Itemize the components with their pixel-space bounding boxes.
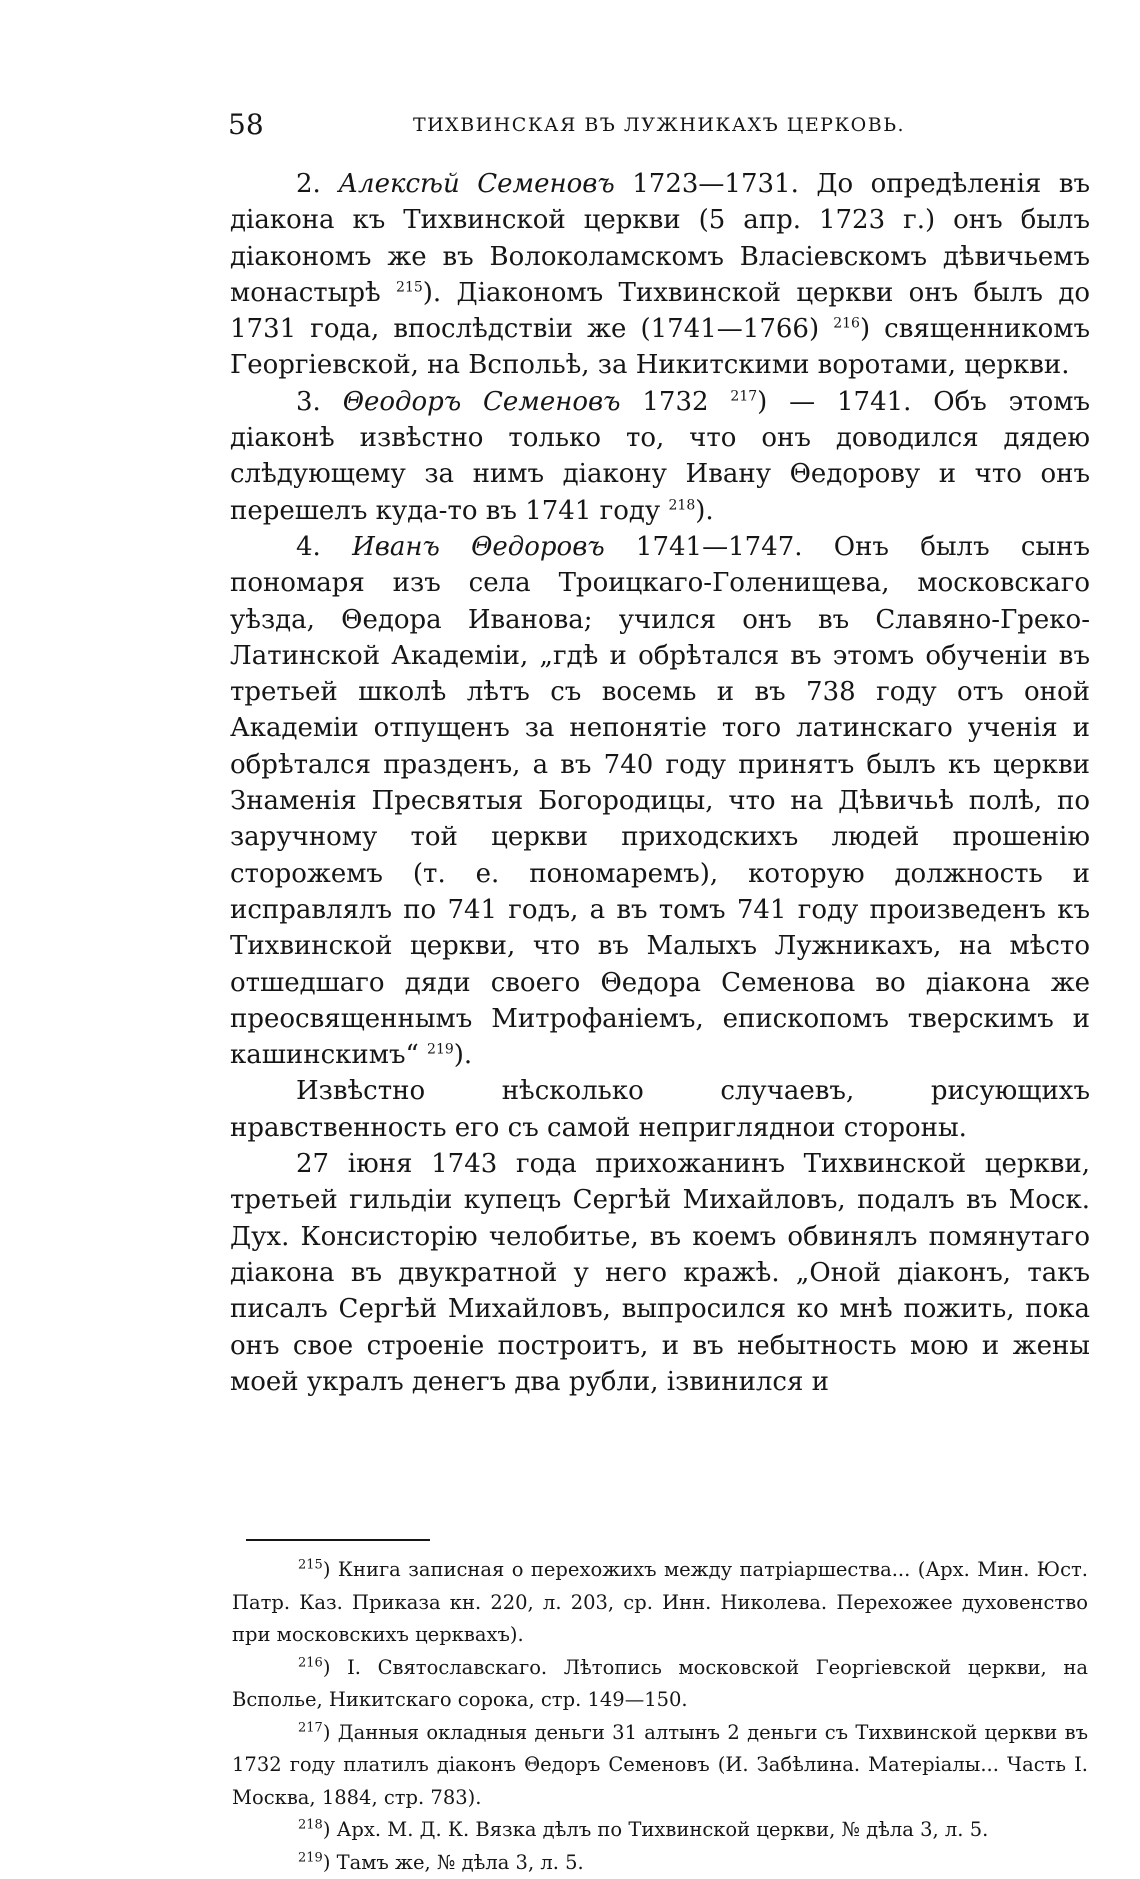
- paragraph-feodor-semenov: [230, 384, 1090, 529]
- person-name: Иванъ Θедоровъ: [352, 532, 605, 562]
- footnote: [232, 1847, 1088, 1879]
- footnote-mark: 218: [298, 1818, 323, 1833]
- paragraph-number: 4.: [296, 532, 321, 562]
- footnote-mark: 216: [298, 1655, 323, 1670]
- footnote-mark: 217: [298, 1720, 323, 1735]
- footnote: [232, 1814, 1088, 1847]
- footnote-mark: 215: [298, 1558, 323, 1573]
- paragraph-aleksei-semenov: [230, 166, 1090, 384]
- footnote: [232, 1717, 1088, 1815]
- person-name: Θеодоръ Семеновъ: [343, 387, 621, 417]
- footnote-text: ) Тамъ же, № дѣла 3, л. 5.: [323, 1851, 584, 1874]
- footnote: [232, 1554, 1088, 1652]
- footnote-ref: 217: [730, 388, 757, 404]
- paragraph-text: ).: [454, 1040, 472, 1070]
- footnote-text: ) І. Святославскаго. Лѣтопись московской Георгіевской церкви, на Всполье, Никитскаго сорока, стр. 149—150.: [232, 1656, 1088, 1712]
- page-number: 58: [228, 108, 264, 141]
- paragraph-theft-complaint: 27 іюня 1743 года прихожанинъ Тихвинской церкви, третьей гильдіи купецъ Сергѣй Михайловъ, подалъ въ Моск. Дух. Консисторію челобитье, въ коемъ обвинялъ помянутаго діакона въ двукратной у него кражѣ. „Оной діаконъ, такъ писалъ Сергѣй Михайловъ, выпросился ко мнѣ пожить, пока онъ свое строеніе построитъ, и въ небытность мою и жены моей укралъ денегъ два рубли, ізвинился и: [230, 1146, 1090, 1400]
- person-name: Алексѣй Семеновъ: [338, 169, 614, 199]
- footnote-ref: 218: [669, 497, 696, 513]
- footnote: [232, 1652, 1088, 1717]
- paragraph-text: ) священникомъ Георгіевской, на Вспольѣ, за Никитскими воротами, церкви.: [230, 314, 1090, 380]
- footnote-text: ) Данныя окладныя деньги 31 алтынъ 2 деньги съ Тихвинской церкви въ 1732 году платилъ діаконъ Θедоръ Семеновъ (И. Забѣлина. Матеріалы... Часть I. Москва, 1884, стр. 783).: [232, 1721, 1088, 1809]
- paragraph-text: 1723—1731. До опредѣленія въ діакона къ Тихвинской церкви (5 апр. 1723 г.) онъ былъ діакономъ же въ Волоколамскомъ Власіевскомъ дѣвичьемъ монастырѣ: [230, 169, 1090, 308]
- footnote-mark: 219: [298, 1850, 323, 1865]
- page-header: [228, 108, 1090, 148]
- paragraph-text: ) — 1741. Объ этомъ діаконѣ извѣстно только то, что онъ доводился дядею слѣдующему за нимъ діакону Ивану Θедорову и что онъ перешелъ куда-то въ 1741 году: [230, 387, 1090, 526]
- footnote-ref: 216: [833, 316, 860, 332]
- paragraph-text: 1741—1747. Онъ былъ сынъ пономаря изъ села Троицкаго-Голенищева, московскаго уѣзда, Θедора Иванова; учился онъ въ Славяно-Греко-Латинской Академіи, „гдѣ и обрѣтался въ этомъ обученіи въ третьей школѣ лѣтъ съ восемь и въ 738 году отъ оной Академіи отпущенъ за непонятіе того латинскаго ученія и обрѣтался празденъ, а въ 740 году принятъ былъ къ церкви Знаменія Пресвятыя Богородицы, что на Дѣвичьѣ полѣ, по заручному той церкви приходскихъ людей прошенію сторожемъ (т. е. пономаремъ), которую должность и исправлялъ по 741 годъ, а въ томъ 741 году произведенъ къ Тихвинской церкви, что въ Малыхъ Лужникахъ, на мѣсто отшедшаго дяди своего Θедора Семенова во діакона же преосвященнымъ Митрофаніемъ, епископомъ тверскимъ и кашинскимъ“: [230, 532, 1090, 1070]
- footnote-ref: 219: [427, 1041, 454, 1057]
- paragraph-text: ).: [695, 496, 713, 526]
- paragraph-number: 3.: [296, 387, 321, 417]
- paragraph-text: 1732: [642, 387, 708, 417]
- footnote-text: ) Арх. М. Д. К. Вязка дѣлъ по Тихвинской церкви, № дѣла 3, л. 5.: [323, 1818, 989, 1841]
- paragraph-character: Извѣстно нѣсколько случаевъ, рисующихъ нравственность его съ самой непригляднои стороны.: [230, 1073, 1090, 1146]
- footnote-text: ) Книга записная о перехожихъ между патріаршества... (Арх. Мин. Юст. Патр. Каз. Приказа кн. 220, л. 203, ср. Инн. Николева. Перехожее духовенство при московскихъ церквахъ).: [232, 1558, 1088, 1646]
- running-title: ТИХВИНСКАЯ ВЪ ЛУЖНИКАХЪ ЦЕРКОВЬ.: [228, 114, 1090, 136]
- main-text: [230, 166, 1090, 1400]
- footnote-divider: [246, 1539, 430, 1541]
- footnotes: [232, 1554, 1088, 1879]
- paragraph-ivan-feodorov: [230, 529, 1090, 1073]
- footnote-ref: 215: [396, 279, 423, 295]
- paragraph-text: ). Діакономъ Тихвинской церкви онъ былъ до 1731 года, впослѣдствіи же (1741—1766): [230, 278, 1090, 344]
- paragraph-number: 2.: [296, 169, 321, 199]
